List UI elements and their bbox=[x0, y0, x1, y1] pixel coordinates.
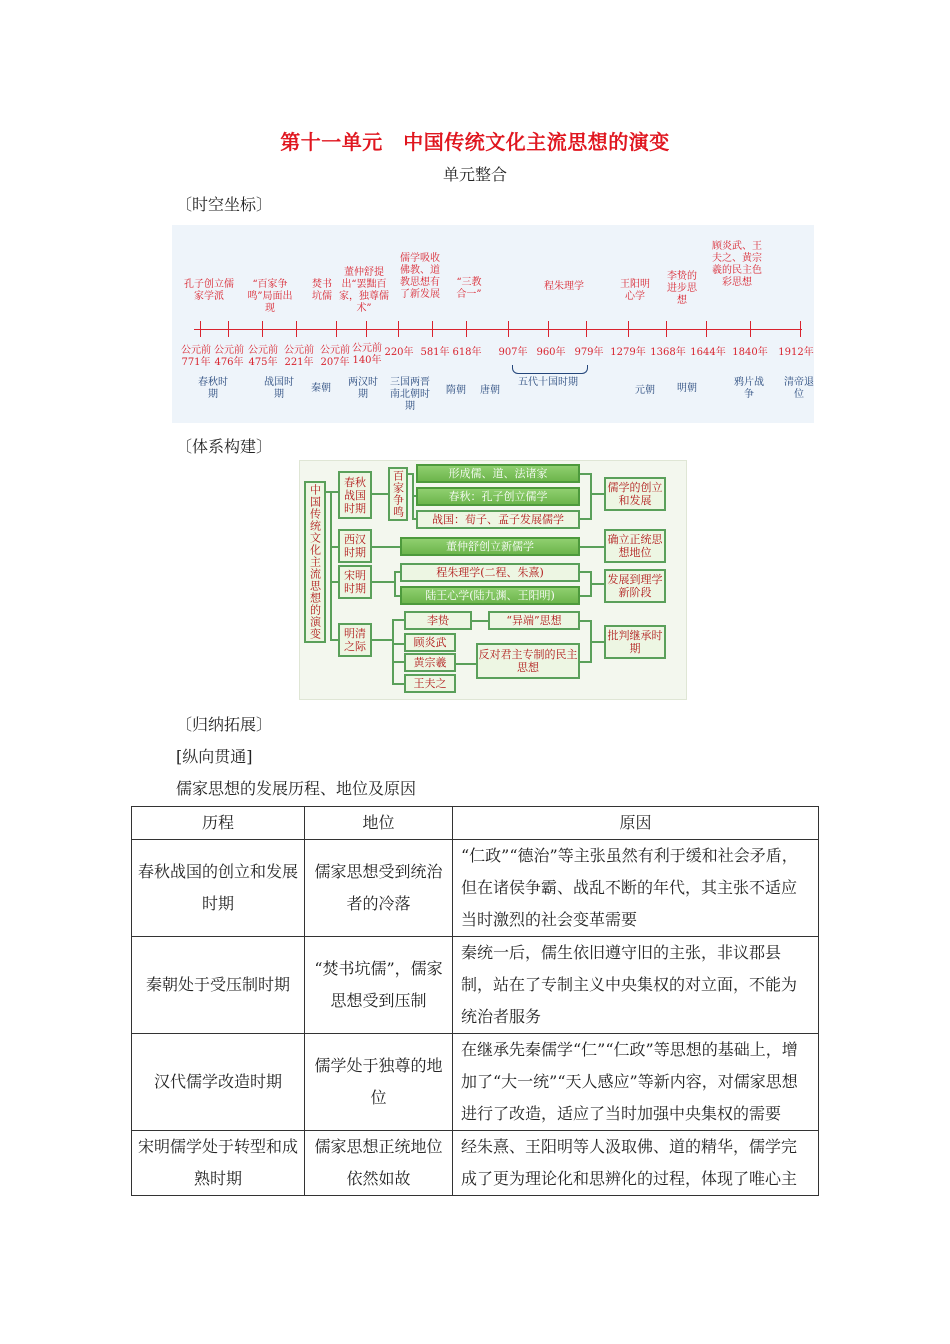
diagram-period: 西汉时期 bbox=[338, 529, 372, 563]
timeline-event: 董仲舒提出“罢黜百家，独尊儒术” bbox=[339, 267, 389, 314]
table-caption: 儒家思想的发展历程、地位及原因 bbox=[176, 779, 417, 798]
timeline-date: 1368年 bbox=[650, 347, 686, 358]
timeline-date: 1279年 bbox=[610, 347, 646, 358]
diagram-item: 春秋：孔子创立儒学 bbox=[416, 487, 580, 506]
timeline-date: 公元前221年 bbox=[284, 345, 314, 368]
timeline-figure bbox=[172, 225, 814, 423]
timeline-date: 公元前771年 bbox=[181, 345, 211, 368]
diagram-period: 宋明时期 bbox=[338, 565, 372, 599]
table-row bbox=[132, 1034, 819, 1131]
diagram-result: 确立正统思想地位 bbox=[604, 529, 666, 563]
table-header: 地位 bbox=[305, 807, 453, 840]
table-cell: 秦统一后，儒生依旧遵守旧的主张，非议郡县制，站在了专制主义中央集权的对立面，不能为统治者服务 bbox=[453, 937, 819, 1034]
section-summary: 〔归纳拓展〕 bbox=[176, 715, 273, 734]
timeline-period: 清帝退位 bbox=[784, 377, 814, 400]
diagram-item: 战国：荀子、孟子发展儒学 bbox=[416, 510, 580, 529]
diagram-result: 批判继承时期 bbox=[604, 625, 666, 659]
timeline-event: “百家争鸣”局面出现 bbox=[247, 279, 293, 314]
timeline-period: 三国两晋南北朝时期 bbox=[390, 377, 430, 412]
period-bracket bbox=[512, 365, 588, 374]
table-cell: 秦朝处于受压制时期 bbox=[132, 937, 305, 1034]
timeline-period: 春秋时期 bbox=[198, 377, 228, 400]
timeline-date: 960年 bbox=[536, 347, 566, 358]
timeline-date: 1840年 bbox=[732, 347, 768, 358]
table-cell: 宋明儒学处于转型和成熟时期 bbox=[132, 1131, 305, 1196]
section-system: 〔体系构建〕 bbox=[176, 437, 273, 456]
timeline-event: “三教合一” bbox=[456, 277, 482, 300]
timeline-date: 公元前140年 bbox=[352, 343, 382, 366]
timeline-date: 公元前476年 bbox=[214, 345, 244, 368]
table-cell: 儒学处于独尊的地位 bbox=[305, 1034, 453, 1131]
table-cell: 儒家思想正统地位依然如故 bbox=[305, 1131, 453, 1196]
timeline-event: 孔子创立儒家学派 bbox=[184, 279, 234, 302]
confucian-development-table bbox=[131, 806, 819, 1196]
table-cell: “仁政”“德治”等主张虽然有利于缓和社会矛盾，但在诸侯争霸、战乱不断的年代，其主张不适应当时激烈的社会变革需要 bbox=[453, 840, 819, 937]
section-vertical: [纵向贯通] bbox=[176, 747, 253, 766]
table-cell: 在继承先秦儒学“仁”“仁政”等思想的基础上，增加了“大一统”“天人感应”等新内容，对儒家思想进行了改造，适应了当时加强中央集权的需要 bbox=[453, 1034, 819, 1131]
diagram-baijia: 百家争鸣 bbox=[388, 467, 408, 521]
diagram-period: 春秋战国时期 bbox=[338, 471, 372, 519]
section-spacetime: 〔时空坐标〕 bbox=[176, 195, 273, 214]
timeline-period: 唐朝 bbox=[480, 385, 500, 396]
timeline-axis bbox=[194, 329, 802, 330]
table-header: 原因 bbox=[453, 807, 819, 840]
timeline-date: 公元前207年 bbox=[320, 345, 350, 368]
timeline-event: 顾炎武、王夫之、黄宗羲的民主色彩思想 bbox=[712, 241, 762, 288]
diagram-item: 反对君主专制的民主思想 bbox=[476, 643, 580, 679]
timeline-date: 618年 bbox=[452, 347, 482, 358]
diagram-item: 顾炎武 bbox=[404, 633, 456, 652]
table-cell: “焚书坑儒”，儒家思想受到压制 bbox=[305, 937, 453, 1034]
diagram-item: “异端”思想 bbox=[488, 611, 580, 630]
table-cell: 汉代儒学改造时期 bbox=[132, 1034, 305, 1131]
timeline-period: 五代十国时期 bbox=[518, 377, 578, 388]
diagram-item: 陆王心学(陆九渊、王阳明) bbox=[400, 586, 580, 605]
timeline-period: 明朝 bbox=[677, 383, 697, 394]
table-header: 历程 bbox=[132, 807, 305, 840]
timeline-period: 元朝 bbox=[635, 385, 655, 396]
timeline-event: 王阳明心学 bbox=[620, 279, 650, 302]
diagram-item: 李贽 bbox=[404, 611, 472, 630]
table-cell: 儒家思想受到统治者的冷落 bbox=[305, 840, 453, 937]
table-row bbox=[132, 840, 819, 937]
timeline-date: 220年 bbox=[384, 347, 414, 358]
diagram-item: 程朱理学(二程、朱熹) bbox=[400, 563, 580, 582]
diagram-period: 明清之际 bbox=[338, 623, 372, 657]
timeline-date: 907年 bbox=[498, 347, 528, 358]
diagram-item: 董仲舒创立新儒学 bbox=[400, 537, 580, 556]
diagram-item: 形成儒、道、法诸家 bbox=[416, 464, 580, 483]
diagram-item: 王夫之 bbox=[404, 674, 456, 693]
timeline-event: 李贽的进步思想 bbox=[667, 271, 697, 306]
timeline-date: 1912年 bbox=[778, 347, 814, 358]
table-cell: 春秋战国的创立和发展时期 bbox=[132, 840, 305, 937]
timeline-period: 鸦片战争 bbox=[734, 377, 764, 400]
concept-diagram bbox=[299, 460, 687, 700]
table-row bbox=[132, 937, 819, 1034]
table-header-row bbox=[132, 807, 819, 840]
timeline-period: 两汉时期 bbox=[348, 377, 378, 400]
page-subtitle: 单元整合 bbox=[442, 165, 507, 184]
diagram-root: 中国传统文化主流思想的演变 bbox=[304, 481, 326, 643]
timeline-period: 秦朝 bbox=[311, 383, 331, 394]
diagram-result: 发展到理学新阶段 bbox=[604, 569, 666, 603]
diagram-result: 儒学的创立和发展 bbox=[604, 477, 666, 511]
page-title: 第十一单元 中国传统文化主流思想的演变 bbox=[280, 130, 670, 154]
timeline-event: 儒学吸收佛教、道教思想有了新发展 bbox=[400, 253, 440, 300]
timeline-date: 979年 bbox=[574, 347, 604, 358]
timeline-event: 焚书坑儒 bbox=[312, 279, 332, 302]
timeline-date: 公元前475年 bbox=[248, 345, 278, 368]
timeline-period: 战国时期 bbox=[264, 377, 294, 400]
timeline-event: 程朱理学 bbox=[544, 281, 584, 292]
timeline-date: 581年 bbox=[420, 347, 450, 358]
diagram-item: 黄宗羲 bbox=[404, 653, 456, 672]
timeline-date: 1644年 bbox=[690, 347, 726, 358]
table-cell: 经朱熹、王阳明等人汲取佛、道的精华，儒学完成了更为理论化和思辨化的过程，体现了唯心主 bbox=[453, 1131, 819, 1196]
table-row bbox=[132, 1131, 819, 1196]
timeline-period: 隋朝 bbox=[446, 385, 466, 396]
